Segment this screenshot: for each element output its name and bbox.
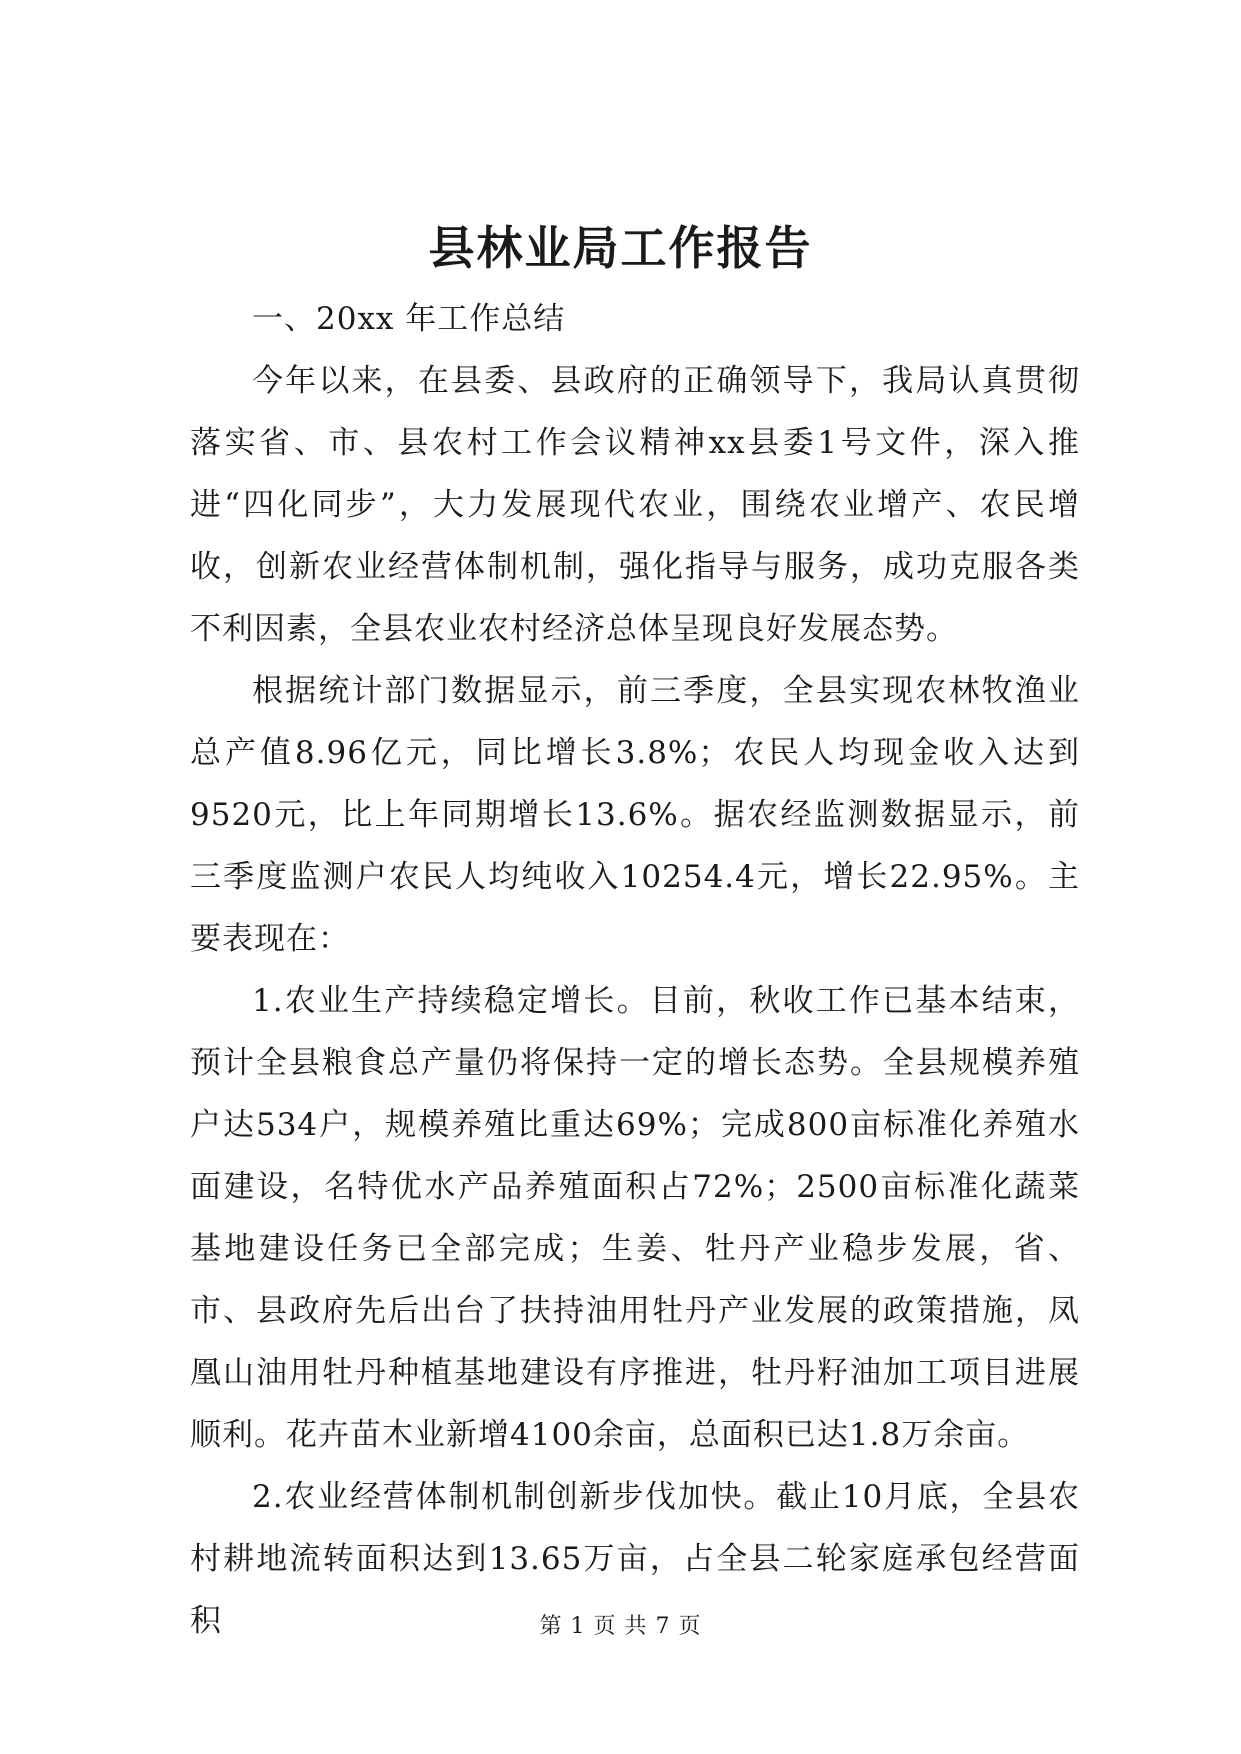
- paragraph-item-2: 2.农业经营体制机制创新步伐加快。截止10月底，全县农村耕地流转面积达到13.65万亩，占全县二轮家庭承包经营面积: [190, 1479, 1080, 1639]
- document-title: 县林业局工作报告: [428, 221, 813, 275]
- page-number-footer: 第 1 页 共 7 页: [539, 1614, 702, 1639]
- document-body: [190, 288, 1080, 1652]
- paragraph-item-1: 1.农业生产持续稳定增长。目前，秋收工作已基本结束，预计全县粮食总产量仍将保持一定的增长态势。全县规模养殖户达534户，规模养殖比重达69%；完成800亩标准化养殖水面建设，名特优水产品养殖面积占72%；2500亩标准化蔬菜基地建设任务已全部完成；生姜、牡丹产业稳步发展，省、市、县政府先后出台了扶持油用牡丹产业发展的政策措施，凤凰山油用牡丹种植基地建设有序推进，牡丹籽油加工项目进展顺利。花卉苗木业新增4100余亩，总面积已达1.8万余亩。: [190, 983, 1080, 1453]
- paragraph-statistics: 根据统计部门数据显示，前三季度，全县实现农林牧渔业总产值8.96亿元，同比增长3.8%；农民人均现金收入达到9520元，比上年同期增长13.6%。据农经监测数据显示，前三季度监测户农民人均纯收入10254.4元，增长22.95%。主要表现在：: [190, 673, 1080, 957]
- paragraph-intro: 今年以来，在县委、县政府的正确领导下，我局认真贯彻落实省、市、县农村工作会议精神xx县委1号文件，深入推进“四化同步”，大力发展现代农业，围绕农业增产、农民增收，创新农业经营体制机制，强化指导与服务，成功克服各类不利因素，全县农业农村经济总体呈现良好发展态势。: [190, 363, 1080, 647]
- section-heading: 一、20xx 年工作总结: [252, 301, 566, 337]
